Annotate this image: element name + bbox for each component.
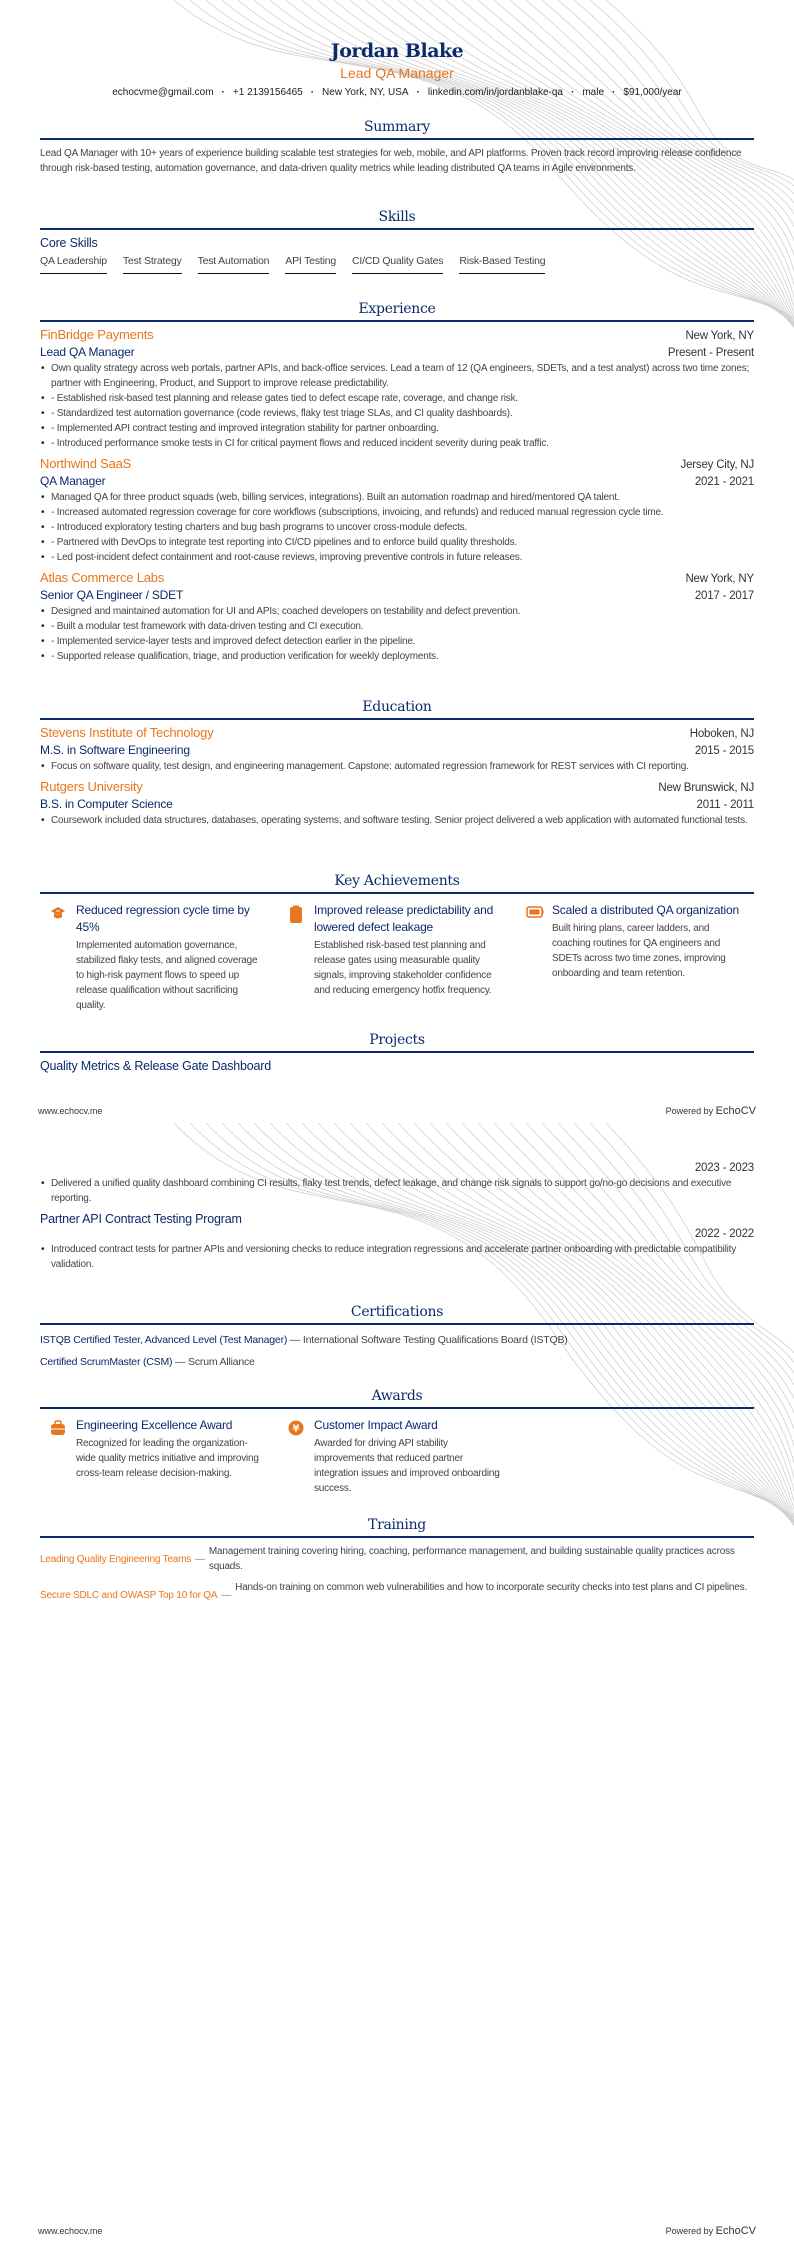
card-title: Improved release predictability and lowered defect leakage — [314, 903, 494, 934]
summary-section — [40, 119, 754, 176]
training-item: Secure SDLC and OWASP Top 10 for QA — Hands-on training on common web vulnerabilities and how to incorporate security checks into test plans and CI pipelines. — [40, 1582, 748, 1601]
yen-coin-icon — [288, 1417, 314, 1496]
company-name: Atlas Commerce Labs — [40, 570, 165, 585]
education-bullets — [40, 759, 754, 774]
card-description: Implemented automation governance, stabilized flaky tests, and aligned coverage to high-risk payment flows to speed up release qualification without sacrificing quality. — [76, 940, 258, 1011]
job-bullet: • - Introduced performance smoke tests in CI for critical payment flows and reduced incident severity during peak traffic. — [40, 436, 754, 451]
candidate-name: Jordan Blake — [330, 40, 464, 62]
job-bullet: • Managed QA for three product squads (web, billing services, integrations). Built an automation roadmap and hired/mentored QA talent. — [40, 490, 754, 505]
job-bullet: • - Supported release qualification, triage, and production verification for weekly deployments. — [40, 649, 754, 664]
job-bullet: • Designed and maintained automation for UI and APIs; coached developers on testability and defect prevention. — [40, 604, 754, 619]
card-description: Awarded for driving API stability improvements that reduced partner integration issues and improved onboarding success. — [314, 1438, 500, 1494]
project-title: Partner API Contract Testing Program — [40, 1212, 242, 1226]
project-bullet: • Introduced contract tests for partner APIs and versioning checks to reduce integration regressions and accelerate partner onboarding with predictable compatibility validation. — [40, 1242, 754, 1272]
card-title: Scaled a distributed QA organization — [552, 903, 739, 917]
job-bullets — [40, 490, 754, 565]
degree: M.S. in Software Engineering — [40, 743, 190, 757]
skill-tag: CI/CD Quality Gates — [352, 255, 443, 274]
training-item: Leading Quality Engineering Teams — Management training covering hiring, coaching, performance management, and building sustainable quality practices across squads. — [40, 1544, 754, 1574]
header-row — [40, 779, 754, 794]
project-dates: 2022 - 2022 — [694, 1228, 754, 1240]
project-title: Quality Metrics & Release Gate Dashboard — [40, 1059, 271, 1073]
training-heading: Training — [40, 1517, 754, 1538]
education-dates: 2011 - 2011 — [696, 799, 754, 811]
training-name: Leading Quality Engineering Teams — [40, 1554, 192, 1565]
school-name: Rutgers University — [40, 779, 143, 794]
project-dates: 2023 - 2023 — [694, 1162, 754, 1174]
page-footer — [38, 2225, 756, 2237]
page-footer — [38, 1105, 756, 1117]
job-location: Jersey City, NJ — [680, 459, 754, 471]
footer-powered — [666, 2225, 756, 2237]
experience-heading: Experience — [40, 301, 754, 322]
job-bullets — [40, 361, 754, 451]
header-row — [40, 725, 754, 740]
skill-tag: Test Automation — [198, 255, 270, 274]
contact-line: echocvme@gmail.com · +1 2139156465 · New York, NY, USA · linkedin.com/in/jordanblake-qa · male · $91,000/year — [112, 87, 682, 98]
footer-site-link[interactable]: www.echocv.me — [38, 1106, 103, 1116]
education-bullet: • Coursework included data structures, databases, operating systems, and software testing. Senior project delivered a web application with automated functional tests. — [40, 813, 754, 828]
header-row — [40, 588, 754, 602]
projects-heading: Projects — [40, 1032, 754, 1053]
education-entry — [40, 779, 754, 828]
clipboard-icon — [288, 902, 314, 1013]
job-role: Lead QA Manager — [40, 345, 135, 359]
job-dates: 2017 - 2017 — [694, 590, 754, 602]
job-dates: 2021 - 2021 — [694, 476, 754, 488]
school-location: Hoboken, NJ — [689, 728, 754, 740]
job-bullet: • - Led post-incident defect containment and root-cause reviews, improving preventive controls in future releases. — [40, 550, 754, 565]
job-bullet: • Own quality strategy across web portals, partner APIs, and back-office services. Lead a team of 12 (QA engineers, SDETs, and a test analyst) across two time zones; partner with Engineering, Product, and Support to improve release predictability. — [40, 361, 754, 391]
job-location: New York, NY — [685, 573, 754, 585]
card-body — [76, 1417, 266, 1496]
degree: B.S. in Computer Science — [40, 797, 173, 811]
education-dates: 2015 - 2015 — [694, 745, 754, 757]
certification-item: ISTQB Certified Tester, Advanced Level (Test Manager) — International Software Testing Qualifications Board (ISTQB) — [40, 1334, 568, 1346]
awards-section — [40, 1388, 754, 1496]
training-description: Management training covering hiring, coaching, performance management, and building sustainable quality practices across squads. — [208, 1546, 735, 1572]
contact-phone[interactable]: +1 2139156465 — [232, 87, 303, 98]
card-title: Engineering Excellence Award — [76, 1418, 233, 1432]
skill-tag: QA Leadership — [40, 255, 107, 274]
job-dates: Present - Present — [667, 347, 754, 359]
powered-by-label: Powered by — [665, 2226, 714, 2236]
certification-name: Certified ScrumMaster (CSM) — [40, 1356, 173, 1368]
header-row — [40, 456, 754, 471]
header-row — [40, 345, 754, 359]
projects-section — [40, 1032, 754, 1073]
certification-issuer: Scrum Alliance — [188, 1356, 255, 1368]
education-section — [40, 699, 754, 828]
job-bullet: • - Established risk-based test planning and release gates tied to defect escape rate, coverage, and change risk. — [40, 391, 754, 406]
job-entry — [40, 327, 754, 451]
experience-section — [40, 301, 754, 664]
skills-section — [40, 209, 754, 274]
certification-issuer: International Software Testing Qualifications Board (ISTQB) — [302, 1334, 568, 1346]
job-bullet: • - Built a modular test framework with data-driven testing and CI execution. — [40, 619, 754, 634]
job-bullet: • - Increased automated regression coverage for core workflows (subscriptions, invoicing, and refunds) and reduced manual regression cycle time. — [40, 505, 754, 520]
certification-item: Certified ScrumMaster (CSM) — Scrum Alliance — [40, 1356, 255, 1368]
skill-tag: Test Strategy — [123, 255, 182, 274]
header-row — [40, 797, 754, 811]
skills-heading: Skills — [40, 209, 754, 230]
project-bullet: • Delivered a unified quality dashboard combining CI results, flaky test trends, defect leakage, and change risk signals to support go/no-go decisions and executive reporting. — [40, 1176, 754, 1206]
contact-gender: male — [582, 87, 605, 98]
awards-heading: Awards — [40, 1388, 754, 1409]
skills-list — [40, 255, 754, 274]
award-item — [40, 1417, 278, 1496]
contact-linkedin[interactable]: linkedin.com/in/jordanblake-qa — [427, 87, 563, 98]
header-row — [40, 743, 754, 757]
job-role: Senior QA Engineer / SDET — [40, 588, 184, 602]
company-name: FinBridge Payments — [40, 327, 154, 342]
project-continued — [40, 1162, 754, 1272]
training-description: Hands-on training on common web vulnerabilities and how to incorporate security checks into test plans and CI pipelines. — [235, 1582, 748, 1593]
certifications-section — [40, 1304, 754, 1373]
certifications-heading: Certifications — [40, 1304, 754, 1325]
job-location: New York, NY — [685, 330, 754, 342]
card-body — [314, 1417, 504, 1496]
contact-email[interactable]: echocvme@gmail.com — [112, 87, 214, 98]
footer-brand[interactable]: EchoCV — [715, 1105, 756, 1117]
company-name: Northwind SaaS — [40, 456, 132, 471]
card-body — [76, 902, 266, 1013]
header-row — [40, 327, 754, 342]
school-location: New Brunswick, NJ — [658, 782, 754, 794]
education-bullets — [40, 813, 754, 828]
graduation-cap-icon — [50, 902, 76, 1013]
achievement-item — [516, 902, 754, 1013]
education-heading: Education — [40, 699, 754, 720]
footer-brand[interactable]: EchoCV — [715, 2225, 756, 2237]
skill-tag: API Testing — [285, 255, 336, 274]
job-bullet: • - Partnered with DevOps to integrate test reporting into CI/CD pipelines and to enforce build quality thresholds. — [40, 535, 754, 550]
card-title: Customer Impact Award — [314, 1418, 438, 1432]
school-name: Stevens Institute of Technology — [40, 725, 214, 740]
training-name: Secure SDLC and OWASP Top 10 for QA — [40, 1590, 218, 1601]
contact-salary: $91,000/year — [623, 87, 682, 98]
job-role: QA Manager — [40, 474, 106, 488]
achievement-item — [278, 902, 516, 1013]
skills-group-title: Core Skills — [40, 236, 98, 250]
battery-icon — [526, 902, 552, 1013]
card-body — [552, 902, 742, 1013]
education-entry — [40, 725, 754, 774]
education-bullet: • Focus on software quality, test design, and engineering management. Capstone: automated regression framework for REST services with CI reporting. — [40, 759, 754, 774]
card-body — [314, 902, 504, 1013]
job-bullet: • - Implemented service-layer tests and improved defect detection earlier in the pipeline. — [40, 634, 754, 649]
card-description: Established risk-based test planning and release gates using measurable quality signals, improving stakeholder confidence and reducing emergency hotfix frequency. — [314, 940, 492, 996]
footer-site-link[interactable]: www.echocv.me — [38, 2226, 103, 2236]
training-section — [40, 1517, 754, 1603]
card-description: Recognized for leading the organization-wide quality metrics initiative and improving cross-team release decision-making. — [76, 1438, 259, 1479]
powered-by-label: Powered by — [665, 1106, 714, 1116]
job-entry — [40, 456, 754, 565]
job-bullet: • - Introduced exploratory testing charters and bug bash programs to uncover cross-module defects. — [40, 520, 754, 535]
summary-text: Lead QA Manager with 10+ years of experience building scalable test strategies for web, mobile, and API platforms. Proven track record improving release confidence through risk-based testing, automation governance, and data-driven quality metrics while leading distributed QA teams in Agile environments. — [40, 148, 742, 174]
job-entry — [40, 570, 754, 664]
skill-tag: Risk-Based Testing — [459, 255, 545, 274]
job-bullet: • - Standardized test automation governance (code reviews, flaky test triage SLAs, and CI quality dashboards). — [40, 406, 754, 421]
certification-name: ISTQB Certified Tester, Advanced Level (Test Manager) — [40, 1334, 288, 1346]
candidate-title: Lead QA Manager — [340, 65, 454, 81]
achievements-section — [40, 873, 754, 1013]
summary-heading: Summary — [40, 119, 754, 140]
card-description: Built hiring plans, career ladders, and coaching routines for QA engineers and SDETs across two time zones, improving onboarding and team retention. — [552, 923, 726, 979]
award-item — [278, 1417, 516, 1496]
resume-header — [40, 40, 754, 98]
job-bullet: • - Implemented API contract testing and improved integration stability for partner onboarding. — [40, 421, 754, 436]
footer-powered — [666, 1105, 756, 1117]
achievements-heading: Key Achievements — [40, 873, 754, 894]
card-title: Reduced regression cycle time by 45% — [76, 903, 250, 934]
svg-text:¥: ¥ — [292, 1423, 300, 1435]
briefcase-icon — [50, 1417, 76, 1496]
job-bullets — [40, 604, 754, 664]
contact-location: New York, NY, USA — [322, 87, 409, 98]
header-row — [40, 474, 754, 488]
achievement-item — [40, 902, 278, 1013]
header-row — [40, 570, 754, 585]
